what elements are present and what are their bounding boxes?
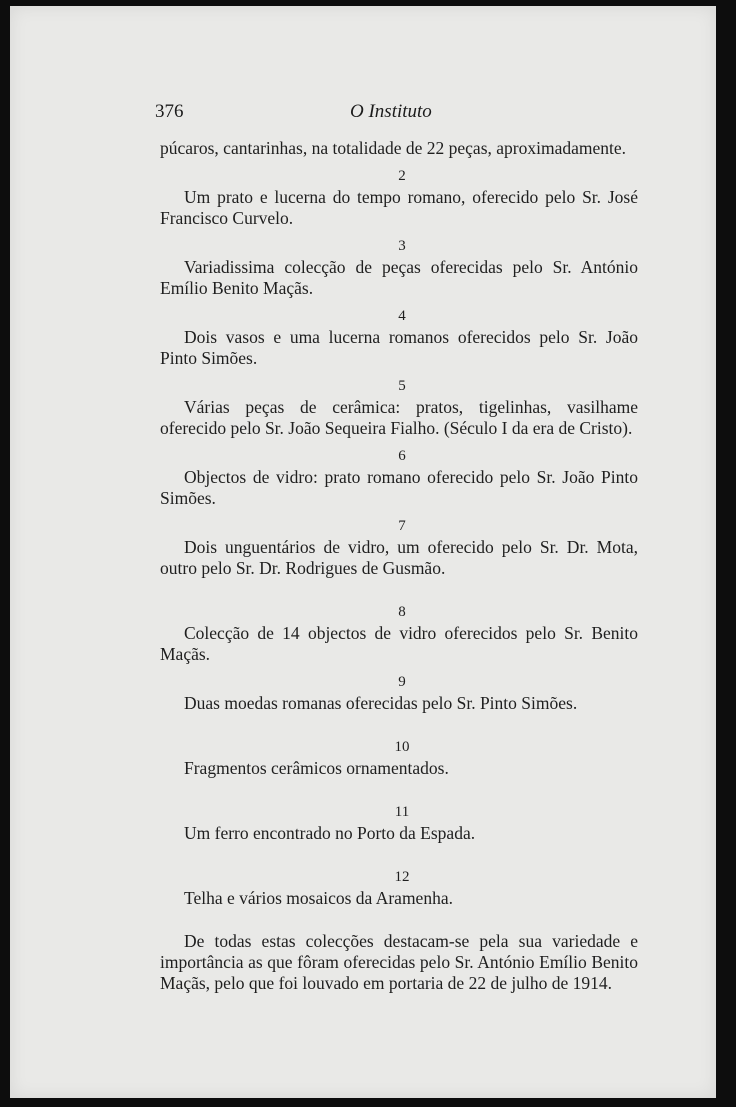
entry-number: 3 bbox=[398, 238, 406, 254]
entry-text: Objectos de vidro: prato romano oferecido pelo Sr. João Pinto Simões. bbox=[160, 467, 638, 508]
entry-text: Duas moedas romanas oferecidas pelo Sr. Pinto Simões. bbox=[184, 693, 578, 713]
spaced-entries bbox=[160, 603, 638, 909]
entry-12 bbox=[160, 868, 638, 909]
running-title: O Instituto bbox=[350, 101, 432, 122]
entry-4 bbox=[160, 307, 638, 369]
entry-number: 7 bbox=[398, 518, 406, 534]
entry-text: Dois unguentários de vidro, um oferecido pelo Sr. Dr. Mota, outro pelo Sr. Dr. Rodrigues de Gusmão. bbox=[160, 537, 638, 578]
entry-3 bbox=[160, 237, 638, 299]
intro-paragraph: púcaros, cantarinhas, na totalidade de 22 peças, aproximadamente. bbox=[160, 138, 626, 158]
entry-10 bbox=[160, 738, 638, 779]
scanned-page bbox=[10, 6, 716, 1098]
entry-number: 8 bbox=[398, 604, 406, 620]
entry-number: 5 bbox=[398, 378, 406, 394]
entry-number: 11 bbox=[394, 804, 410, 820]
body-text bbox=[160, 138, 638, 994]
entry-number: 9 bbox=[398, 674, 406, 690]
entry-text: Variadissima colecção de peças oferecidas pelo Sr. António Emílio Benito Maçãs. bbox=[160, 257, 638, 298]
entry-text: Um ferro encontrado no Porto da Espada. bbox=[184, 823, 476, 843]
entry-2 bbox=[160, 167, 638, 229]
entry-6 bbox=[160, 447, 638, 509]
entry-number: 6 bbox=[398, 448, 406, 464]
entry-text: Colecção de 14 objectos de vidro oferecidos pelo Sr. Benito Maçãs. bbox=[160, 623, 638, 664]
entry-number: 4 bbox=[398, 308, 406, 324]
entry-number: 10 bbox=[394, 739, 410, 755]
entry-5 bbox=[160, 377, 638, 439]
entry-11 bbox=[160, 803, 638, 844]
closing-paragraph: De todas estas colecções destacam-se pela sua variedade e importância as que fôram oferecidas pelo Sr. António Emílio Benito Maçãs, pelo que foi louvado em portaria de 22 de julho de 1914. bbox=[160, 931, 638, 993]
page-header bbox=[10, 101, 716, 131]
entry-text: Várias peças de cerâmica: pratos, tigelinhas, vasilhame oferecido pelo Sr. João Sequeira Fialho. (Século I da era de Cristo). bbox=[160, 397, 638, 438]
entry-text: Telha e vários mosaicos da Aramenha. bbox=[184, 888, 453, 908]
entry-text: Um prato e lucerna do tempo romano, oferecido pelo Sr. José Francisco Curvelo. bbox=[160, 187, 638, 228]
entry-7 bbox=[160, 517, 638, 579]
entry-9 bbox=[160, 673, 638, 714]
page-number: 376 bbox=[155, 101, 184, 122]
entry-text: Fragmentos cerâmicos ornamentados. bbox=[184, 758, 449, 778]
entry-number: 2 bbox=[398, 168, 406, 184]
entry-text: Dois vasos e uma lucerna romanos oferecidos pelo Sr. João Pinto Simões. bbox=[160, 327, 638, 368]
entry-number: 12 bbox=[394, 869, 410, 885]
entry-8 bbox=[160, 603, 638, 665]
